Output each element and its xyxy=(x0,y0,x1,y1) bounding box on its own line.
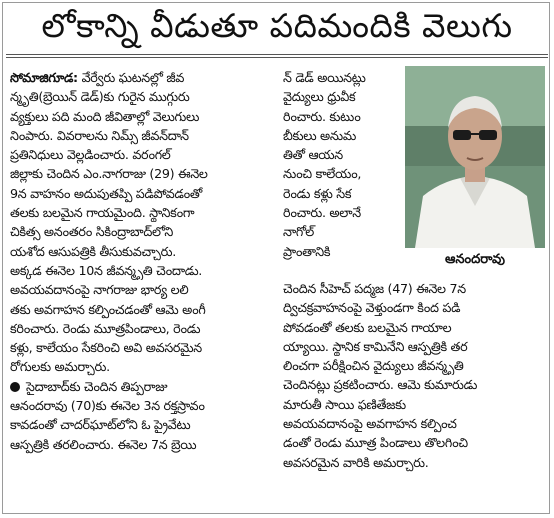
paragraph-line: కళ్లు, కాలేయం సేకరించి అవి అవసరమైన xyxy=(10,340,202,356)
paragraph-line: డంతో రెండు మూత్ర పిండాలు తొలగించి xyxy=(283,435,468,451)
paragraph-line: మారుతీ సాయి ఫణితేజకు xyxy=(283,396,406,412)
paragraph-line: న్మృతి(బ్రెయిన్ డెడ్)కు గురైన ముగ్గురు xyxy=(10,89,190,105)
paragraph-line: ఆస్పత్రికి తరలించారు. ఈనెల 7న బ్రెయి xyxy=(10,436,197,452)
paragraph-line: అవయవదానంపై నాగరాజు భార్య లలి xyxy=(10,282,189,298)
paragraph-line: రించారు. కుటుం xyxy=(283,108,361,124)
paragraph-line: లించగా పరీక్షించిన వైద్యులు జీవన్మృతి xyxy=(283,358,464,374)
paragraph-line: అవయవదానంపై అవగాహన కల్పించ xyxy=(283,416,457,432)
paragraph-line: కావడంతో చాదర్‌ఘాట్‌లోని ఓ ప్రైవేటు xyxy=(10,417,191,433)
left-column xyxy=(10,68,276,454)
paragraph-line: ప్రాంతానికి xyxy=(283,243,331,259)
paragraph-line: నుంచి కాలేయం, xyxy=(283,166,362,182)
paragraph-line: ఆనందరావు (70)కు ఈనెల 3న రక్తస్రావం xyxy=(10,398,205,414)
paragraph-line: రెండు కళ్లు సేక xyxy=(283,185,352,201)
dateline: సోమాజిగూడ: xyxy=(10,70,78,85)
paragraph-line: అవసరమైన వారికి అమర్చారు. xyxy=(283,454,429,470)
paragraph-line: ప్రతినిధులు వెల్లడించారు. వరంగల్ xyxy=(10,147,171,163)
paragraph-line: 9న వాహనం అదుపుతప్పి పడిపోవడంతో xyxy=(10,185,202,201)
paragraph-line: నింపారు. వివరాలను నిమ్స్ జీవన్‌దాన్ xyxy=(10,127,189,143)
paragraph-line: కరించారు. రెండు మూత్రపిండాలు, రెండు xyxy=(10,320,201,336)
paragraph-line-text: సైదాబాద్‌కు చెందిన తిప్పరాజు xyxy=(26,378,168,394)
paragraph-line: రించారు. అలానే xyxy=(283,205,361,221)
right-column-bottom xyxy=(283,279,545,472)
paragraph-line: చెందినట్లు ప్రకటించారు. ఆమె కుమారుడు xyxy=(283,377,478,393)
bullet-icon xyxy=(10,382,20,392)
paragraph-line: న్ డెడ్ అయినట్లు xyxy=(283,70,366,85)
paragraph-line: అక్కడ ఈనెల 10న జీవన్మృతి చెందాడు. xyxy=(10,262,203,278)
paragraph-line: తలకు బలమైన గాయమైంది. స్థానికంగా xyxy=(10,205,195,221)
headline-rule-top xyxy=(6,54,548,55)
paragraph-line: ద్విచక్రవాహనంపై వెళ్తుండగా కింద పడి xyxy=(283,300,461,316)
photo-caption: ఆనందరావు xyxy=(444,252,506,267)
paragraph-line: పోవడంతో తలకు బలమైన గాయాల xyxy=(283,319,452,335)
paragraph-line: చెందిన సీహెచ్ పద్మజ (47) ఈనెల 7న xyxy=(283,281,466,296)
paragraph-line: వ్యక్తులు పది మంది జీవితాల్లో వెలుగులు xyxy=(10,108,200,124)
article-headline: లోకాన్ని వీడుతూ పదిమందికి వెలుగు xyxy=(41,6,513,45)
portrait-illustration xyxy=(405,66,545,248)
paragraph-line-text: వేర్వేరు ఘటనల్లో జీవ xyxy=(81,70,185,85)
right-column-top xyxy=(283,68,403,261)
paragraph-line xyxy=(10,68,276,87)
paragraph-line: య్యాయి. స్థానిక కామినేని ఆస్పత్రికి తర xyxy=(283,338,468,354)
paragraph-line: తితో ఆయన xyxy=(283,147,343,163)
paragraph-line: తకు అవగాహన కల్పించడంతో ఆమె అంగీ xyxy=(10,301,206,317)
headline-rule-bottom xyxy=(6,57,548,58)
paragraph-line: జిల్లాకు చెందిన ఎం.నాగరాజు (29) ఈనెల xyxy=(10,166,208,182)
paragraph-line: రోగులకు అమర్చారు. xyxy=(10,359,110,375)
paragraph-line xyxy=(10,377,276,396)
paragraph-line: యశోద ఆసుపత్రికి తీసుకువచ్చారు. xyxy=(10,243,176,259)
paragraph-line: నాగోల్ xyxy=(283,224,314,240)
paragraph-line: బీకులు అనుమ xyxy=(283,127,356,143)
paragraph-line: చికిత్స అనంతరం సికింద్రాబాద్‌లోని xyxy=(10,224,174,240)
portrait-photo xyxy=(405,66,545,248)
paragraph-line: వైద్యులు ధ్రువీక xyxy=(283,89,356,105)
